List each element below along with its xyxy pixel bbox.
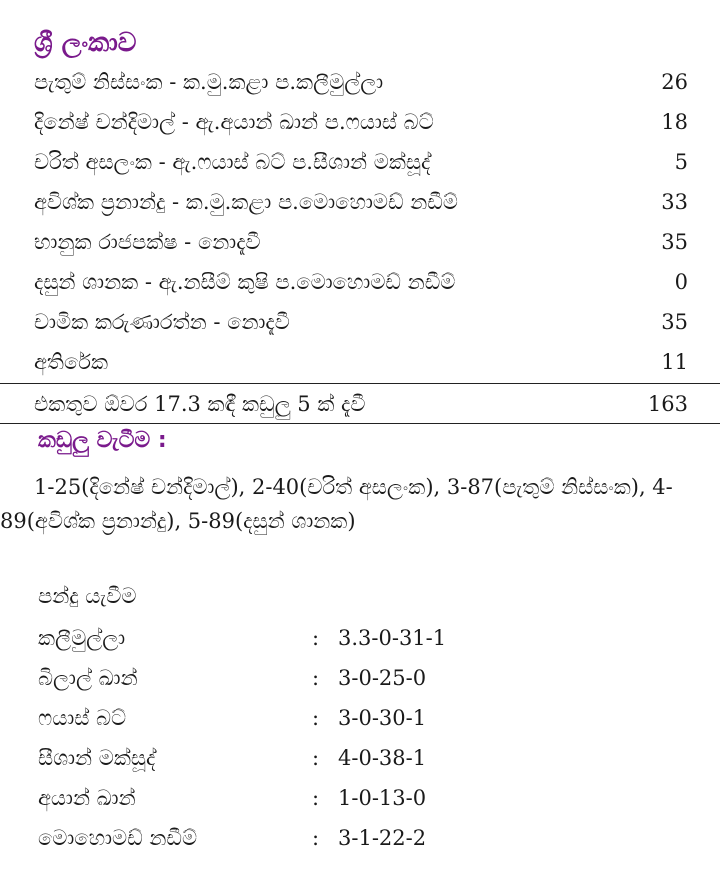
team-title: ශ්‍රී ලංකාව (34, 28, 137, 58)
fall-of-wickets-text: 1-25(දිනේෂ් චන්දිමාල්), 2-40(චරිත් අසලංක), 3-87(පැතුම් නිස්සංක), 4-89(අවිශ්ක ප්‍රනාන්දු), 5-89(දසුන් ශානක) (0, 475, 673, 533)
bowling-row (38, 818, 558, 858)
batter-dismissal: දිනේෂ් චන්දිමාල් - ඇ.අයාන් ඛාන් ප.ෆයාස් බට් (34, 109, 434, 134)
batter-dismissal: චාමික කරුණාරත්න - නොදැවී (34, 309, 290, 334)
batter-runs: 18 (661, 110, 688, 134)
separator: : (312, 626, 320, 650)
batting-row (34, 262, 688, 302)
separator: : (312, 666, 320, 690)
batter-dismissal: පැතුම් නිස්සංක - ක.මු.කළා ප.කලීමුල්ලා (34, 69, 384, 94)
bowler-figures: 3-0-25-0 (338, 666, 427, 690)
batting-row (34, 102, 688, 142)
batter-runs: 5 (674, 150, 688, 174)
batter-runs: 0 (674, 270, 688, 294)
batting-row (34, 142, 688, 182)
bowling-heading: පන්දු යැවීම (38, 584, 137, 608)
bowler-figures: 4-0-38-1 (338, 746, 427, 770)
batter-runs: 35 (661, 310, 688, 334)
total-bottom-rule (0, 423, 720, 424)
batter-runs: 35 (661, 230, 688, 254)
bowler-figures: 3.3-0-31-1 (338, 626, 447, 650)
separator: : (312, 786, 320, 810)
batter-runs: 33 (661, 190, 688, 214)
batter-dismissal: භානුක රාජපක්ෂ - නොදැවී (34, 229, 261, 254)
bowler-figures: 3-1-22-2 (338, 826, 427, 850)
bowler-name: සීශාන් මක්සූද් (38, 745, 156, 770)
batter-dismissal: දසුන් ශානක - ඇ.නසීම් කුෂි ප.මොහොමඩ් නඩීම් (34, 269, 456, 294)
extras-label: අතිරේක (34, 349, 109, 374)
bowler-figures: 3-0-30-1 (338, 706, 427, 730)
bowler-name: බිලාල් ඛාන් (38, 665, 138, 690)
bowler-name: ෆයාස් බට් (38, 705, 127, 730)
separator: : (312, 706, 320, 730)
batting-row (34, 62, 688, 102)
total-label: එකතුව ඕවර 17.3 කඳී කඩුලු 5 ක් දැවී (34, 391, 366, 416)
batting-row (34, 222, 688, 262)
bowler-name: අයාන් ඛාන් (38, 785, 136, 810)
batting-row (34, 302, 688, 342)
fall-of-wickets-title: කඩුලු වැටීම : (38, 428, 167, 453)
bowling-row (38, 778, 558, 818)
batter-dismissal: අවිශ්ක ප්‍රනාන්දු - ක.මු.කළා ප.මොහොමඩ් නඩීම් (34, 189, 458, 214)
bowling-row (38, 698, 558, 738)
bowling-row (38, 618, 558, 658)
bowling-row (38, 658, 558, 698)
bowler-name: මොහොමඩ් නඩීම් (38, 825, 198, 850)
extras-row (34, 342, 688, 382)
bowler-name: කලීමුල්ලා (38, 625, 126, 650)
total-row (34, 384, 688, 424)
bowling-row (38, 738, 558, 778)
separator: : (312, 746, 320, 770)
total-runs: 163 (647, 392, 688, 416)
batter-runs: 26 (661, 70, 688, 94)
bowler-figures: 1-0-13-0 (338, 786, 427, 810)
batter-dismissal: චරිත් අසලංක - ඇ.ෆයාස් බට් ප.සීශාන් මක්සූද් (34, 149, 431, 174)
separator: : (312, 826, 320, 850)
extras-runs: 11 (661, 350, 688, 374)
batting-row (34, 182, 688, 222)
